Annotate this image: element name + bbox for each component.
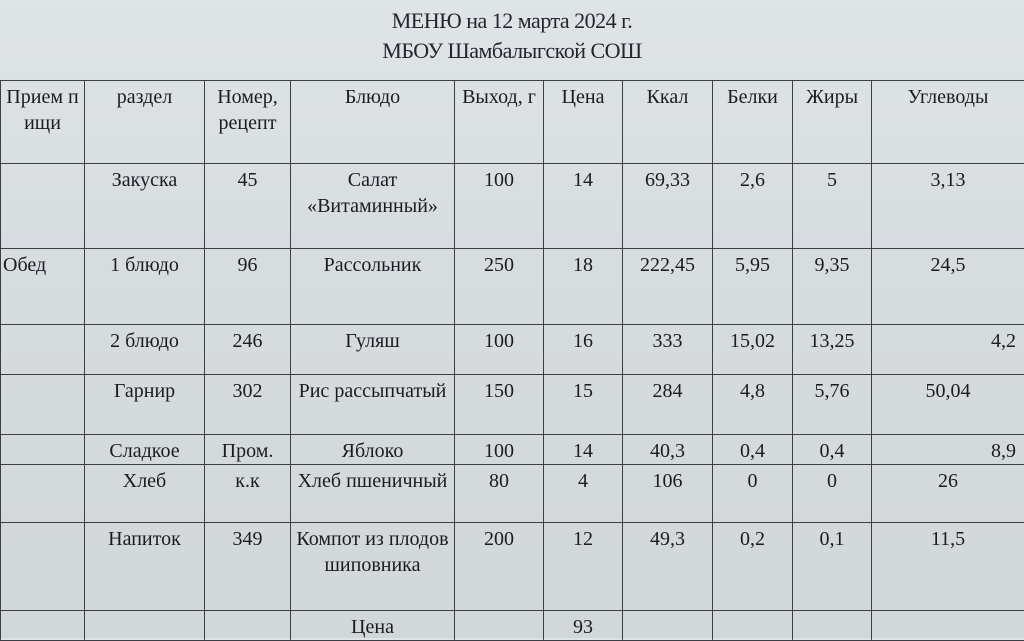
cell-price: 14 [544,435,623,465]
cell-dish: Рассольник [291,249,455,325]
cell-carbs: 3,13 [872,164,1024,249]
cell-carbs: 11,5 [872,523,1024,611]
cell-kcal: 106 [623,465,713,523]
col-weight: Выход, г [455,81,544,164]
col-protein: Белки [713,81,793,164]
menu-table [0,80,1024,641]
table-row [1,375,1024,435]
table-row [1,164,1024,249]
cell-dish: Салат «Витаминный» [291,164,455,249]
cell-section: 1 блюдо [85,249,205,325]
col-price: Цена [544,81,623,164]
cell-carbs: 26 [872,465,1024,523]
cell-price: 16 [544,325,623,375]
cell-recipe: 246 [205,325,291,375]
table-row [1,523,1024,611]
cell-weight: 200 [455,523,544,611]
cell-carbs: 8,9 [872,435,1024,465]
total-value: 93 [544,611,623,641]
cell-carbs: 24,5 [872,249,1024,325]
cell-fat: 9,35 [793,249,872,325]
cell-kcal: 222,45 [623,249,713,325]
cell-dish: Хлеб пшеничный [291,465,455,523]
col-dish: Блюдо [291,81,455,164]
cell-dish: Яблоко [291,435,455,465]
cell-weight: 250 [455,249,544,325]
cell-protein: 0,4 [713,435,793,465]
cell-meal [1,325,85,375]
cell-section: Гарнир [85,375,205,435]
cell-price: 14 [544,164,623,249]
cell-price: 4 [544,465,623,523]
cell-recipe: Пром. [205,435,291,465]
cell-protein: 5,95 [713,249,793,325]
cell-fat: 0,4 [793,435,872,465]
cell-fat: 0,1 [793,523,872,611]
cell-weight: 100 [455,325,544,375]
cell-recipe: 302 [205,375,291,435]
cell-fat: 5,76 [793,375,872,435]
cell-dish: Гуляш [291,325,455,375]
school-name: МБОУ Шамбалыгской СОШ [0,38,1024,64]
total-row [1,611,1024,641]
total-label: Цена [291,611,455,641]
header-row [1,81,1024,164]
table-row [1,465,1024,523]
cell-meal [1,465,85,523]
cell-recipe: 96 [205,249,291,325]
cell-meal [1,375,85,435]
cell-weight: 100 [455,164,544,249]
cell-recipe: 349 [205,523,291,611]
cell-protein: 2,6 [713,164,793,249]
cell-kcal: 284 [623,375,713,435]
cell-kcal: 69,33 [623,164,713,249]
cell-price: 18 [544,249,623,325]
col-section: раздел [85,81,205,164]
col-kcal: Ккал [623,81,713,164]
cell-carbs: 4,2 [872,325,1024,375]
cell-carbs: 50,04 [872,375,1024,435]
menu-title: МЕНЮ на 12 марта 2024 г. [0,8,1024,34]
cell-price: 12 [544,523,623,611]
cell-recipe: к.к [205,465,291,523]
cell-fat: 0 [793,465,872,523]
table-row [1,325,1024,375]
cell-section: Хлеб [85,465,205,523]
col-recipe: Номер, рецепт [205,81,291,164]
cell-protein: 15,02 [713,325,793,375]
cell-kcal: 333 [623,325,713,375]
cell-weight: 100 [455,435,544,465]
col-fat: Жиры [793,81,872,164]
cell-fat: 5 [793,164,872,249]
cell-section: Сладкое [85,435,205,465]
cell-weight: 150 [455,375,544,435]
cell-meal [1,435,85,465]
cell-protein: 4,8 [713,375,793,435]
cell-price: 15 [544,375,623,435]
cell-dish: Рис рассыпчатый [291,375,455,435]
cell-meal [1,164,85,249]
cell-meal: Обед [1,249,85,325]
cell-kcal: 40,3 [623,435,713,465]
cell-weight: 80 [455,465,544,523]
cell-section: 2 блюдо [85,325,205,375]
cell-protein: 0,2 [713,523,793,611]
cell-section: Закуска [85,164,205,249]
col-meal: Прием пищи [1,81,85,164]
col-carbs: Углеводы [872,81,1024,164]
cell-dish: Компот из плодов шиповника [291,523,455,611]
cell-fat: 13,25 [793,325,872,375]
cell-meal [1,523,85,611]
table-row [1,435,1024,465]
cell-recipe: 45 [205,164,291,249]
cell-kcal: 49,3 [623,523,713,611]
cell-section: Напиток [85,523,205,611]
table-row [1,249,1024,325]
cell-protein: 0 [713,465,793,523]
